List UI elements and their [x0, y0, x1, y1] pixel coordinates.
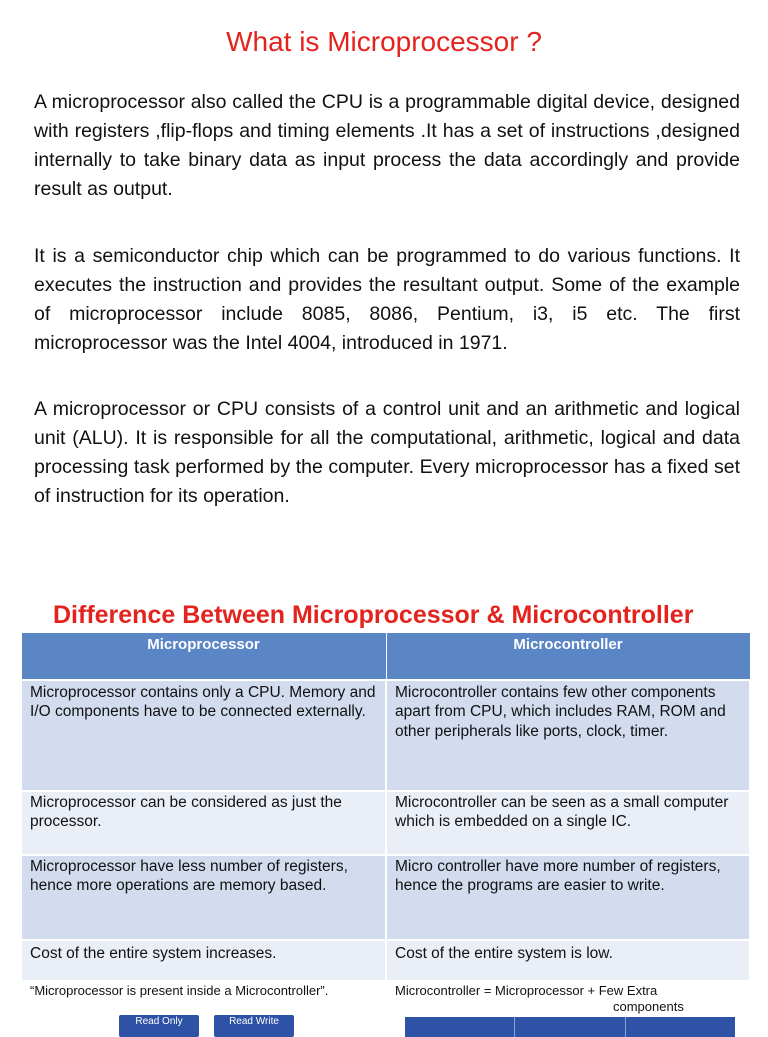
paragraph-semiconductor: It is a semiconductor chip which can be programmed to do various functions. It executes the instruction and provides the resultant output. Some of the example of microprocessor include 8085, 8086, Pentium, i3, i5 etc. The first microprocessor was the Intel 4004, introduced in 1971. — [34, 245, 740, 354]
memory-diagram-bar — [405, 1017, 735, 1037]
read-only-block: Read Only — [119, 1015, 199, 1037]
table-cell: Microprocessor can be considered as just the processor. — [21, 791, 386, 855]
paragraph-definition: A microprocessor also called the CPU is a programmable digital device, designed with registers ,flip-flops and timing elements .It has a set of instructions ,designed internally to take binary data as input process the data accordingly and provide result as output. — [34, 91, 740, 200]
table-cell: Cost of the entire system is low. — [386, 940, 750, 981]
table-cell: Microcontroller contains few other components apart from CPU, which includes RAM, ROM and other peripherals like ports, clock, timer. — [386, 680, 750, 791]
table-cell: Cost of the entire system increases. — [21, 940, 386, 981]
comparison-table — [20, 632, 751, 1029]
memory-block — [405, 1017, 515, 1037]
memory-block — [626, 1017, 735, 1037]
table-cell: Micro controller have more number of registers, hence the programs are easier to write. — [386, 855, 750, 940]
table-row — [21, 680, 750, 791]
table-row — [21, 855, 750, 940]
table-cell: Microprocessor contains only a CPU. Memory and I/O components have to be connected externally. — [21, 680, 386, 791]
table-row — [21, 940, 750, 981]
header-microprocessor: Microprocessor — [21, 633, 386, 680]
table-cell: Microprocessor have less number of registers, hence more operations are memory based. — [21, 855, 386, 940]
memory-block — [515, 1017, 625, 1037]
table-header-row — [21, 633, 750, 680]
table-cell: Microcontroller can be seen as a small computer which is embedded on a single IC. — [386, 791, 750, 855]
footer-equation-line2: components — [613, 998, 684, 1014]
read-write-block: Read Write — [214, 1015, 294, 1037]
page-title: What is Microprocessor ? — [226, 26, 542, 57]
comparison-title: Difference Between Microprocessor & Microcontroller — [53, 601, 694, 629]
footer-equation-line1: Microcontroller = Microprocessor + Few Extra — [395, 982, 658, 998]
footer-quote: “Microprocessor is present inside a Microcontroller”. — [21, 981, 386, 1028]
header-microcontroller: Microcontroller — [386, 633, 750, 680]
table-row — [21, 791, 750, 855]
paragraph-components: A microprocessor or CPU consists of a control unit and an arithmetic and logical unit (ALU). It is responsible for all the computational, arithmetic, logical and data processing task performed by the computer. Every microprocessor has a fixed set of instruction for its operation. — [34, 398, 740, 507]
